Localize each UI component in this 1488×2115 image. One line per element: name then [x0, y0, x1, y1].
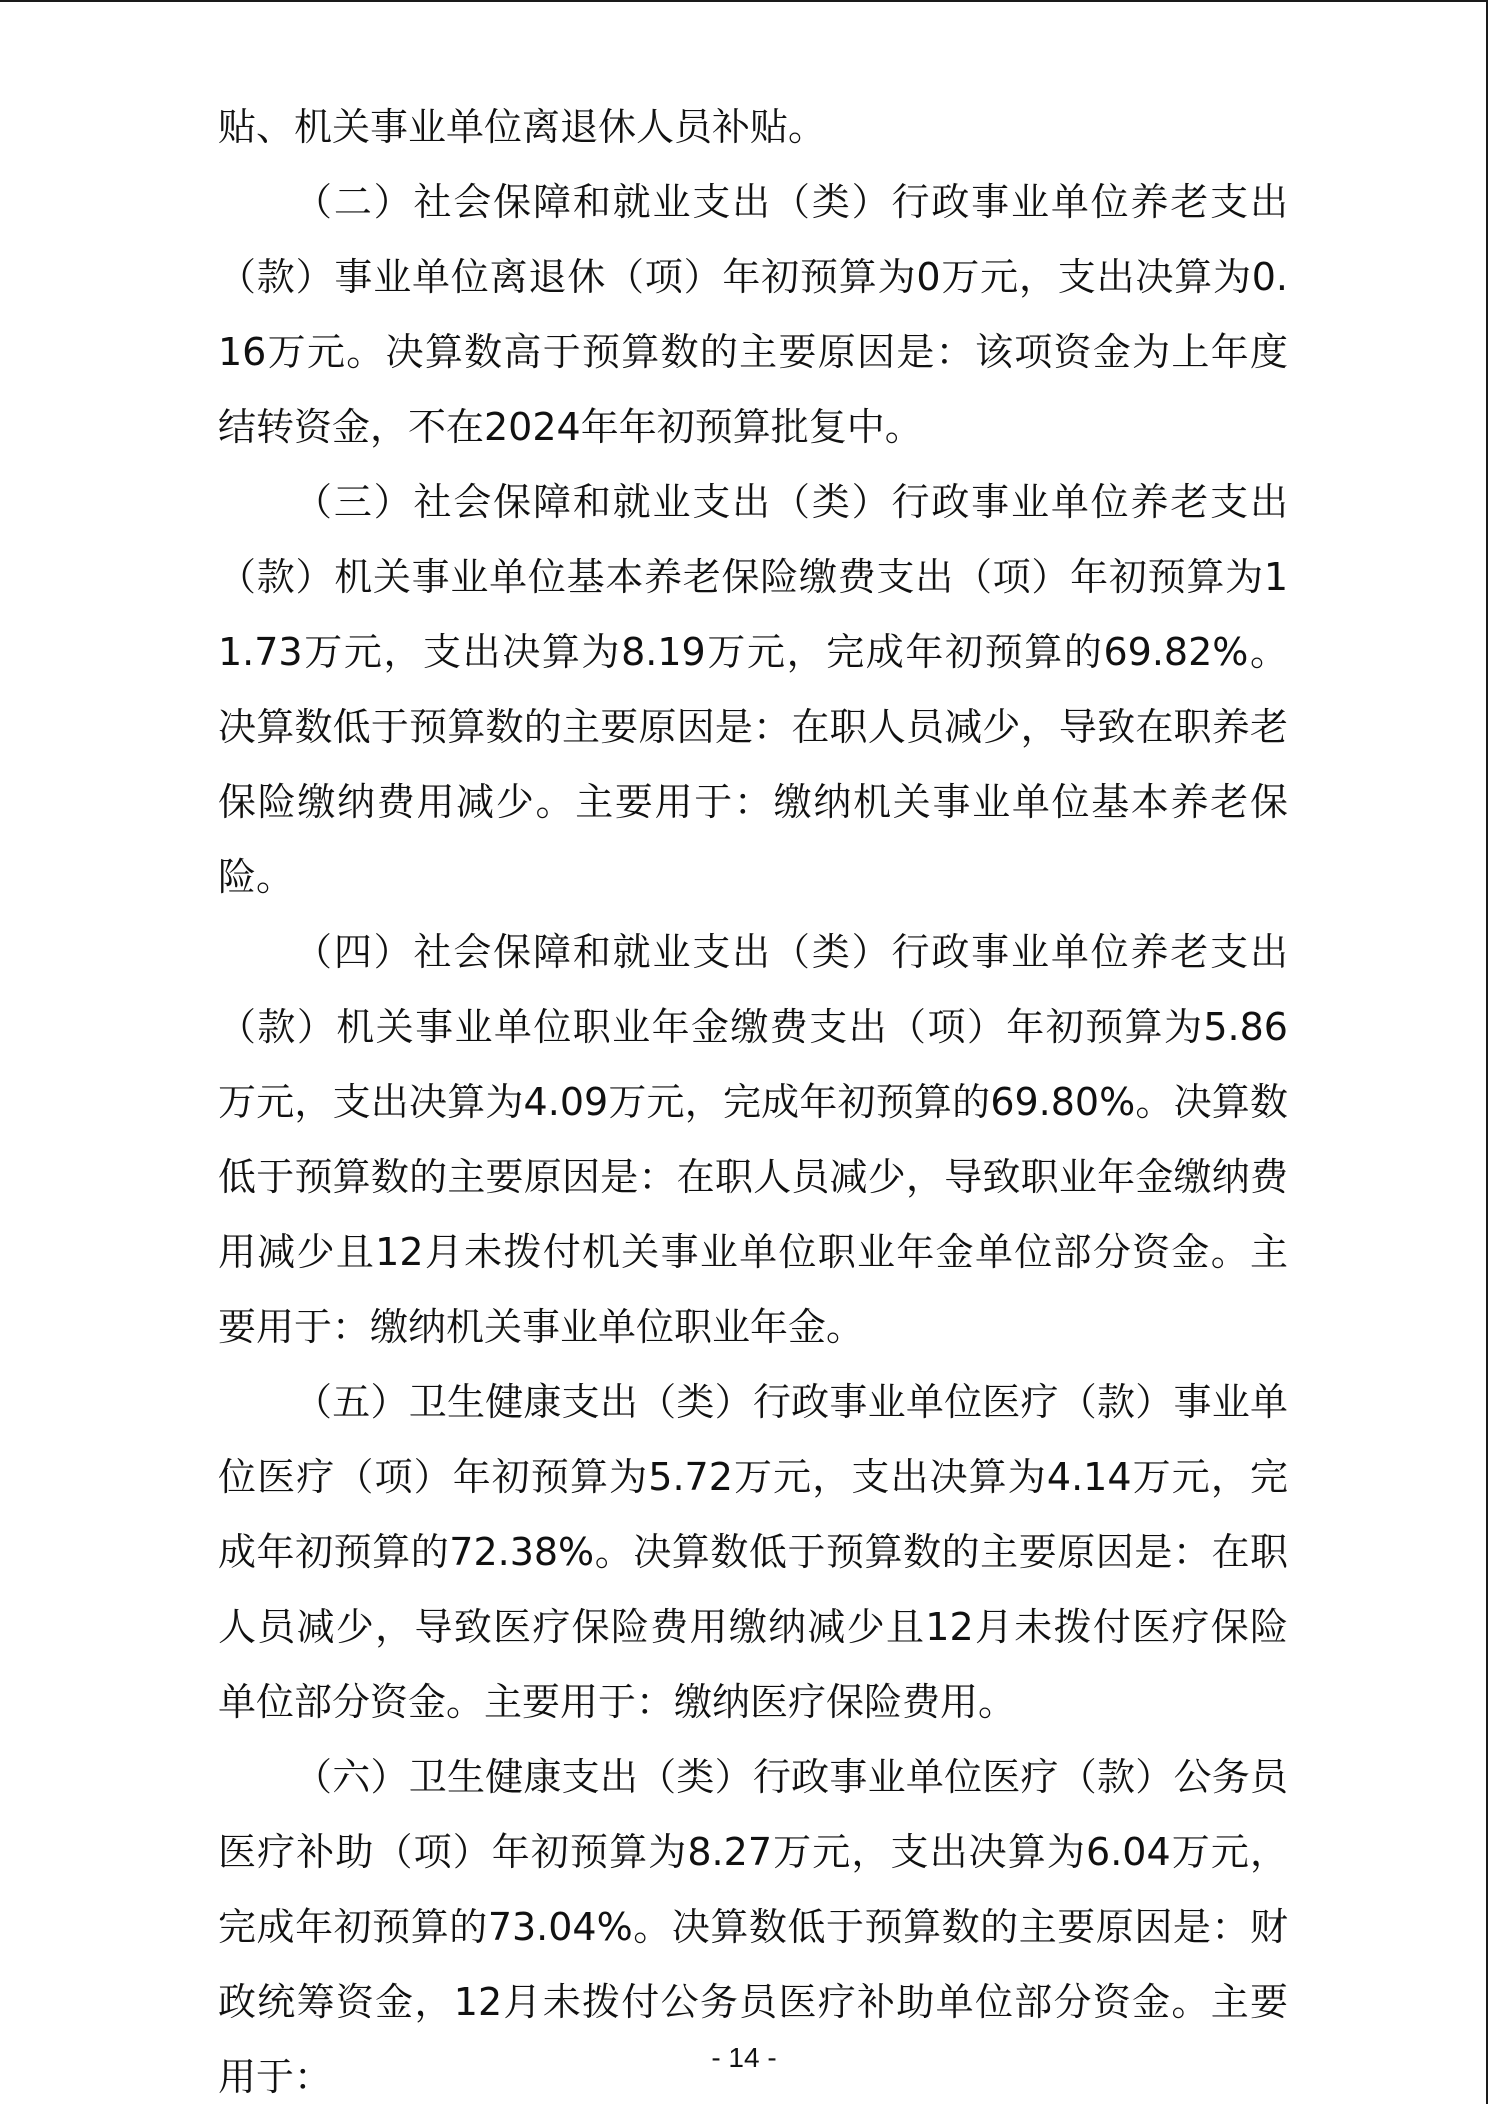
paragraph-section-6: （六）卫生健康支出（类）行政事业单位医疗（款）公务员医疗补助（项）年初预算为8.27万元，支出决算为6.04万元，完成年初预算的73.04%。决算数低于预算数的主要原因是：财政统筹资金，12月未拨付公务员医疗补助单位部分资金。主要用于：: [218, 1755, 1288, 2099]
paragraph-continuation: 贴、机关事业单位离退休人员补贴。: [218, 105, 827, 149]
page-border-top: [0, 0, 1488, 2]
paragraph-section-5: （五）卫生健康支出（类）行政事业单位医疗（款）事业单位医疗（项）年初预算为5.72万元，支出决算为4.14万元，完成年初预算的72.38%。决算数低于预算数的主要原因是：在职人员减少，导致医疗保险费用缴纳减少且12月未拨付医疗保险单位部分资金。主要用于：缴纳医疗保险费用。: [218, 1380, 1288, 1724]
paragraph-section-3: （三）社会保障和就业支出（类）行政事业单位养老支出（款）机关事业单位基本养老保险缴费支出（项）年初预算为11.73万元，支出决算为8.19万元，完成年初预算的69.82%。决算数低于预算数的主要原因是：在职人员减少，导致在职养老保险缴纳费用减少。主要用于：缴纳机关事业单位基本养老保险。: [218, 480, 1288, 899]
paragraph-section-4: （四）社会保障和就业支出（类）行政事业单位养老支出（款）机关事业单位职业年金缴费支出（项）年初预算为5.86万元，支出决算为4.09万元，完成年初预算的69.80%。决算数低于预算数的主要原因是：在职人员减少，导致职业年金缴纳费用减少且12月未拨付机关事业单位职业年金单位部分资金。主要用于：缴纳机关事业单位职业年金。: [218, 930, 1288, 1349]
document-body: [218, 90, 1288, 2115]
page-number: - 14 -: [711, 2042, 777, 2073]
paragraph-section-2: （二）社会保障和就业支出（类）行政事业单位养老支出（款）事业单位离退休（项）年初预算为0万元，支出决算为0.16万元。决算数高于预算数的主要原因是：该项资金为上年度结转资金，不在2024年年初预算批复中。: [218, 180, 1288, 449]
